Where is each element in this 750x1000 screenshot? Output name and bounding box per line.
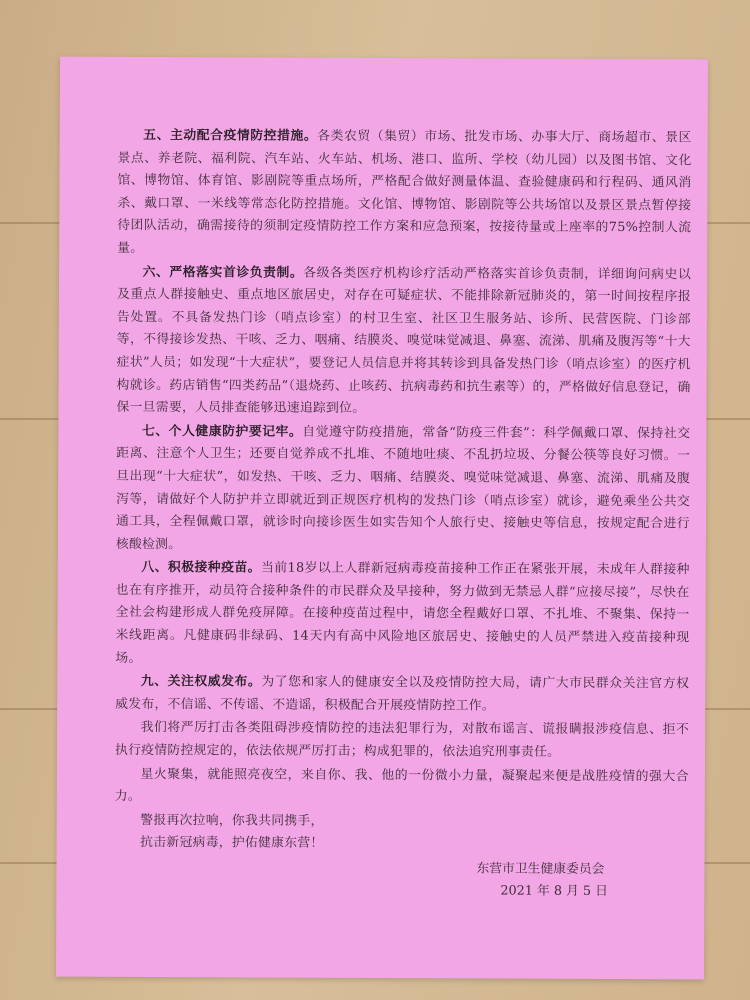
section-heading: 八、积极接种疫苗。 [141, 560, 261, 576]
section-9 [115, 671, 689, 719]
notice-paper [56, 57, 708, 980]
closing-line-1: 警报再次拉响，你我共同携手， [140, 812, 324, 829]
section-6 [116, 261, 691, 422]
paragraph-crackdown: 我们将严厉打击各类阻碍涉疫情防控的违法犯罪行为，对散布谣言、谎报瞒报涉疫信息、拒不执行疫情防控规定的，依法依规严厉打击；构成犯罪的，依法追究刑事责任。 [114, 720, 690, 760]
section-text: 各类农贸（集贸）市场、批发市场、办事大厅、商场超市、景区景点、养老院、福利院、汽车站、火车站、机场、港口、监所、学校（幼儿园）以及图书馆、文化馆、博物馆、体育馆、影剧院等重点场所，严格配合做好测量体温、查验健康码和行程码、通风消杀、戴口罩、一米线等常态化防控措施。文化馆、博物馆、影剧院等公共场馆以及景区景点暂停接待团队活动，确需接待的须制定疫情防控工作方案和应急预案，按接待量或上座率的75%控制人流量。 [117, 128, 692, 256]
closing-line-2: 抗击新冠病毒，护佑健康东营！ [140, 835, 324, 852]
section-heading: 六、严格落实首诊负责制。 [142, 264, 304, 281]
section-heading: 七、个人健康防护要记牢。 [141, 423, 303, 440]
section-text: 各级各类医疗机构诊疗活动严格落实首诊负责制，详细询问病史以及重点人群接触史、重点地区旅居史，对存在可疑症状、不能排除新冠肺炎的，第一时间按程序报告处置。不具备发热门诊（哨点诊室）的村卫生室、社区卫生服务站、诊所、民营医院、门诊部等，不得接诊发热、干咳、乏力、咽痛、结膜炎、嗅觉味觉减退、鼻塞、流涕、肌痛及腹泻等“十大症状”人员；如发现“十大症状”，要登记人员信息并将其转诊到具备发热门诊（哨点诊室）的医疗机构就诊。药店销售“四类药品”（退烧药、止咳药、抗病毒药和抗生素等）的，严格做好信息登记，确保一旦需要，人员排查能够迅速追踪到位。 [116, 265, 692, 417]
section-text: 为了您和家人的健康安全以及疫情防控大局，请广大市民群众关注官方权威发布，不信谣、不传谣、不造谣，积极配合开展疫情防控工作。 [115, 674, 690, 714]
section-7 [116, 421, 691, 559]
section-heading: 九、关注权威发布。 [140, 674, 262, 690]
signature-block [476, 858, 608, 903]
notice-body [115, 125, 692, 857]
section-heading: 五、主动配合疫情防控措施。 [143, 127, 318, 144]
section-8 [115, 557, 689, 672]
section-5 [117, 125, 692, 263]
signature-org: 东营市卫生健康委员会 [476, 861, 605, 877]
signature-date: 2021 年 8 月 5 日 [500, 883, 608, 899]
paragraph-unity: 星火聚集，就能照亮夜空，来自你、我、他的一份微小力量，凝聚起来便是战胜疫情的强大合力。 [114, 766, 689, 805]
section-text: 自觉遵守防疫措施，常备“防疫三件套”：科学佩戴口罩、保持社交距离、注意个人卫生；还要自觉养成不扎堆、不随地吐痰、不乱扔垃圾、分餐公筷等良好习惯。一旦出现“十大症状”，如发热、干咳、乏力、咽痛、结膜炎、嗅觉味觉减退、鼻塞、流涕、肌痛及腹泻等，请做好个人防护并立即就近到正规医疗机构的发热门诊（哨点诊室）就诊，避免乘坐公共交通工具，全程佩戴口罩，就诊时向接诊医生如实告知个人旅行史、接触史等信息，按规定配合进行核酸检测。 [115, 424, 691, 552]
section-text: 当前18岁以上人群新冠病毒疫苗接种工作正在紧张开展，未成年人群接种也在有序推开，动员符合接种条件的市民群众及早接种，努力做到无禁忌人群“应接尽接”，尽快在全社会构建形成人群免疫屏障。在接种疫苗过程中，请您全程戴好口罩、不扎堆、不聚集、保持一米线距离。凡健康码非绿码、14天内有高中风险地区旅居史、接触史的人员严禁进入疫苗接种现场。 [115, 560, 690, 666]
